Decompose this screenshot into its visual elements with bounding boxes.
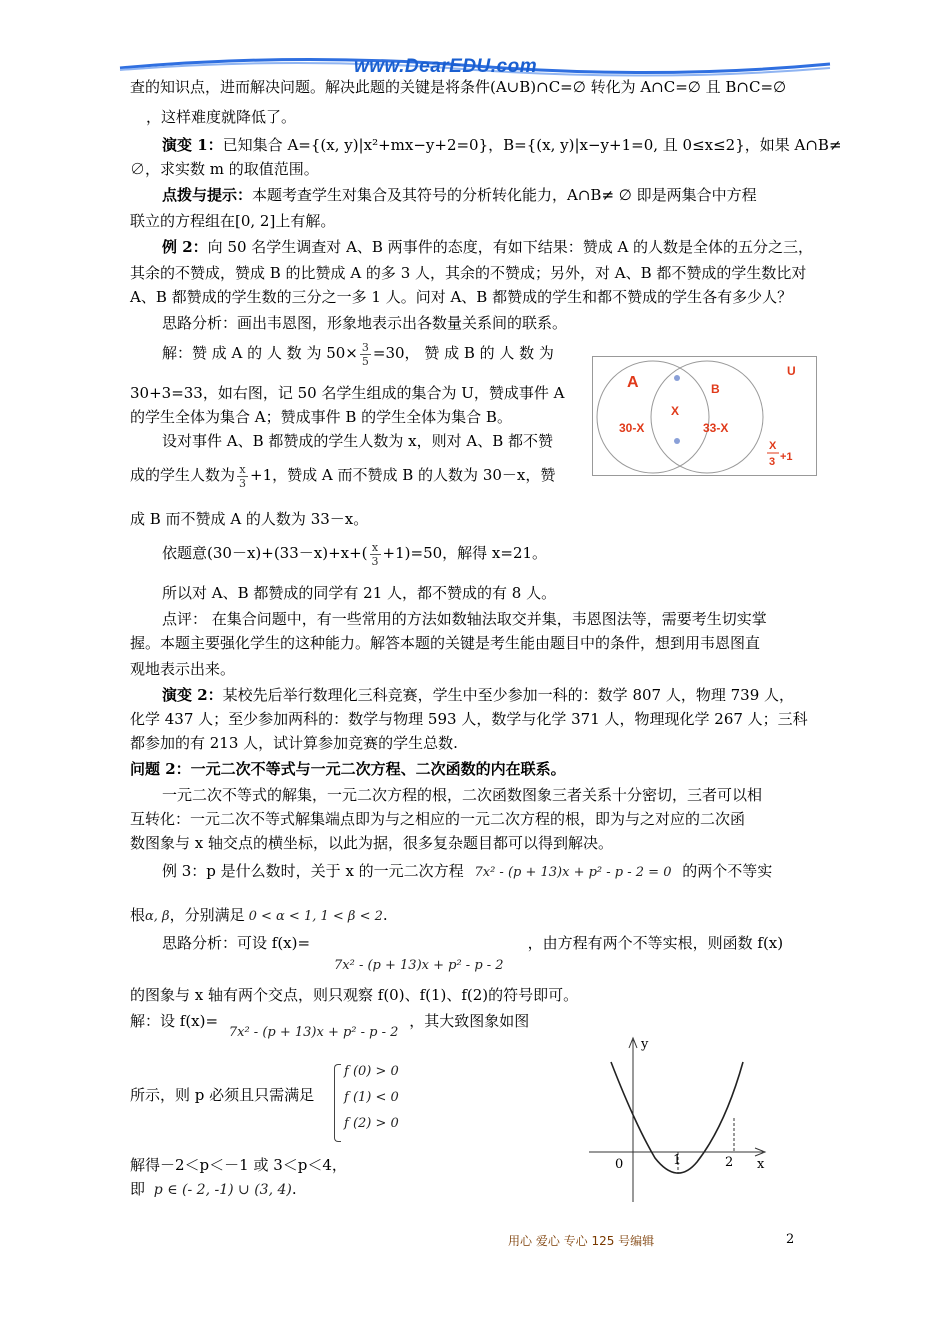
text-span: 的两个不等实 [682,862,773,880]
origin-label: 0 [615,1157,624,1172]
venn-diagram [592,356,817,476]
text-span: 根 [130,906,146,924]
outside-plus: +1 [780,451,793,463]
page-number: 2 [786,1232,795,1247]
fraction-numerator: x [237,463,248,477]
text-span: 例 3：p 是什么数时，关于 x 的一元二次方程 [162,862,464,880]
text-line [162,132,862,158]
example-text: 向 50 名学生调查对 A、B 两事件的态度，有如下结果：赞成 A 的人数是全体的五分之三， [207,238,814,256]
intersection-point [674,375,680,381]
tick-label-1: 1 [673,1153,682,1168]
footer-text: 用心 爱心 专心 125 号编辑 [508,1234,655,1248]
text-line: A、B 都赞成的学生数的三分之一多 1 人。问对 A、B 都赞成的学生和都不赞成的学生各有多少人？ [130,288,793,306]
text-line: 互转化：一元二次不等式解集端点即为与之相应的一元二次方程的根，即为与之对应的二次函 [130,810,746,828]
outside-denominator: 3 [769,456,776,468]
equation: 7x² - (p + 13)x + p² - p - 2 = 0 [474,865,672,880]
text-line: 数图象与 x 轴交点的横坐标，以此为据，很多复杂题目都可以得到解决。 [130,834,613,852]
text-line: 化学 437 人；至少参加两科的：数学与物理 593 人，数学与化学 371 人，物理现化学 267 人；三科 [130,710,808,728]
fraction [370,541,381,568]
site-logo[interactable]: www.DearEDU.com [354,56,538,77]
text-line: 设对事件 A、B 都赞成的学生人数为 x，则对 A、B 都不赞 [162,432,554,450]
a-only-label: 30-X [619,421,645,435]
x-axis-label: x [757,1157,765,1172]
set-b-label: B [711,382,720,396]
hint-label: 点拨与提示： [162,186,253,204]
equation: 7x² - (p + 13)x + p² - p - 2 [228,1025,399,1040]
equation: 7x² - (p + 13)x + p² - p - 2 [334,958,504,973]
text-line: ，这样难度就降低了。 [146,108,297,126]
text-span: 解：设 f(x)= [130,1012,219,1030]
text-line: 查的知识点，进而解决问题。解决此题的关键是将条件(A∪B)∩C=∅ 转化为 A∩C=∅ 且 B∩C=∅ [130,78,787,96]
text-line [162,182,862,208]
text-line: ∅，求实数 m 的取值范围。 [130,160,319,178]
y-axis-label: y [641,1037,649,1052]
variant-label: 演变 1： [162,136,223,154]
text-line: 点评： 在集合问题中，有一些常用的方法如数轴法取交并集，韦恩图法等，需要考生切实掌 [162,610,767,628]
text-span: ，由方程有两个不等实根，则函数 f(x) [527,934,784,952]
set-a-label: A [627,374,639,391]
text-span: ，分别满足 [169,906,245,924]
fraction-denominator: 5 [361,354,369,368]
text-span: +1)=50，解得 x=21。 [382,544,548,562]
intersection-point [674,438,680,444]
text-line: 30+3=33，如右图，记 50 名学生组成的集合为 U，赞成事件 A [130,384,565,402]
roots-symbol: α, β [145,909,170,924]
text-line [162,682,862,708]
text-line: 所以对 A、B 都赞成的同学有 21 人，都不赞成的有 8 人。 [162,584,557,602]
text-span: . [382,906,388,924]
brace [334,1064,341,1142]
text-line [130,902,830,930]
example-label: 例 2： [162,238,208,256]
section-heading: 问题 2：一元二次不等式与一元二次方程、二次函数的内在联系。 [130,760,566,778]
text-line: 握。本题主要强化学生的这种能力。解答本题的关键是考生能由题目中的条件，想到用韦恩图直 [130,634,761,652]
fraction-denominator: 3 [239,476,247,490]
fraction [360,341,371,368]
text-line: 解得－2＜p＜－1 或 3＜p＜4， [130,1156,347,1174]
tick-label-2: 2 [725,1155,734,1170]
solution-set: p ∈ (- 2, -1) ∪ (3, 4) [153,1182,292,1198]
outside-numerator: X [769,440,777,452]
text-line: 观地表示出来。 [130,660,236,678]
text-line [130,1008,830,1040]
text-line: 一元二次不等式的解集，一元二次方程的根，二次函数图象三者关系十分密切，三者可以相 [162,786,763,804]
universal-set-label: U [787,364,796,378]
text-line: 联立的方程组在[0, 2]上有解。 [130,212,336,230]
text-span: 解：赞 成 A 的 人 数 为 50× [162,344,358,362]
variant-label: 演变 2： [162,686,223,704]
text-span: 即 [130,1180,146,1198]
text-span: ，其大致图象如图 [409,1012,530,1030]
venn-svg [593,357,816,475]
parabola-graph [585,1034,785,1204]
condition: f (0) > 0 [344,1064,399,1079]
b-only-label: 33-X [703,421,729,435]
text-line: 都参加的有 213 人，试计算参加竞赛的学生总数. [130,734,458,752]
text-line [162,340,582,368]
text-line: 思路分析：画出韦恩图，形象地表示出各数量关系间的联系。 [162,314,568,332]
fraction-numerator: x [370,541,381,555]
text-line: 成 B 而不赞成 A 的人数为 33－x。 [130,510,369,528]
set-b-circle [651,361,763,473]
text-span: . [291,1180,297,1198]
text-span: 成的学生人数为 [130,466,236,484]
variant-text: 某校先后举行数理化三科竞赛，学生中至少参加一科的：数学 807 人，物理 739 人， [222,686,795,704]
condition-system [334,1064,414,1142]
text-line [162,234,862,260]
text-line: 的学生全体为集合 A；赞成事件 B 的学生全体为集合 B。 [130,408,512,426]
intersection-label: X [671,404,680,418]
text-line [162,858,862,886]
variant-text: 已知集合 A={(x, y)|x²+mx−y+2=0}，B={(x, y)|x−y+1=0, 且 0≤x≤2}，如果 A∩B≠ [222,136,842,154]
text-line: 的图象与 x 轴有两个交点，则只观察 f(0)、f(1)、f(2)的符号即可。 [130,986,579,1004]
set-a-circle [597,361,709,473]
text-span: 依题意(30－x)+(33－x)+x+( [162,544,368,562]
text-line: 其余的不赞成，赞成 B 的比赞成 A 的多 3 人，其余的不赞成；另外，对 A、B 都不赞成的学生数比对 [130,264,807,282]
fraction-denominator: 3 [371,554,379,568]
text-line [162,930,862,956]
text-line [162,540,862,568]
inequality: 0 < α < 1, 1 < β < 2 [248,909,383,924]
hint-text: 本题考查学生对集合及其符号的分析转化能力，A∩B≠ ∅ 即是两集合中方程 [252,186,757,204]
text-span: +1，赞成 A 而不赞成 B 的人数为 30－x，赞 [250,466,556,484]
text-span: =30， 赞 成 B 的 人 数 为 [372,344,554,362]
text-span: 思路分析：可设 f(x)= [162,934,311,952]
fraction [237,463,248,490]
fraction-numerator: 3 [361,340,369,354]
condition: f (1) < 0 [344,1090,399,1105]
text-line: 所示，则 p 必须且只需满足 [130,1086,315,1104]
condition: f (2) > 0 [344,1116,399,1131]
